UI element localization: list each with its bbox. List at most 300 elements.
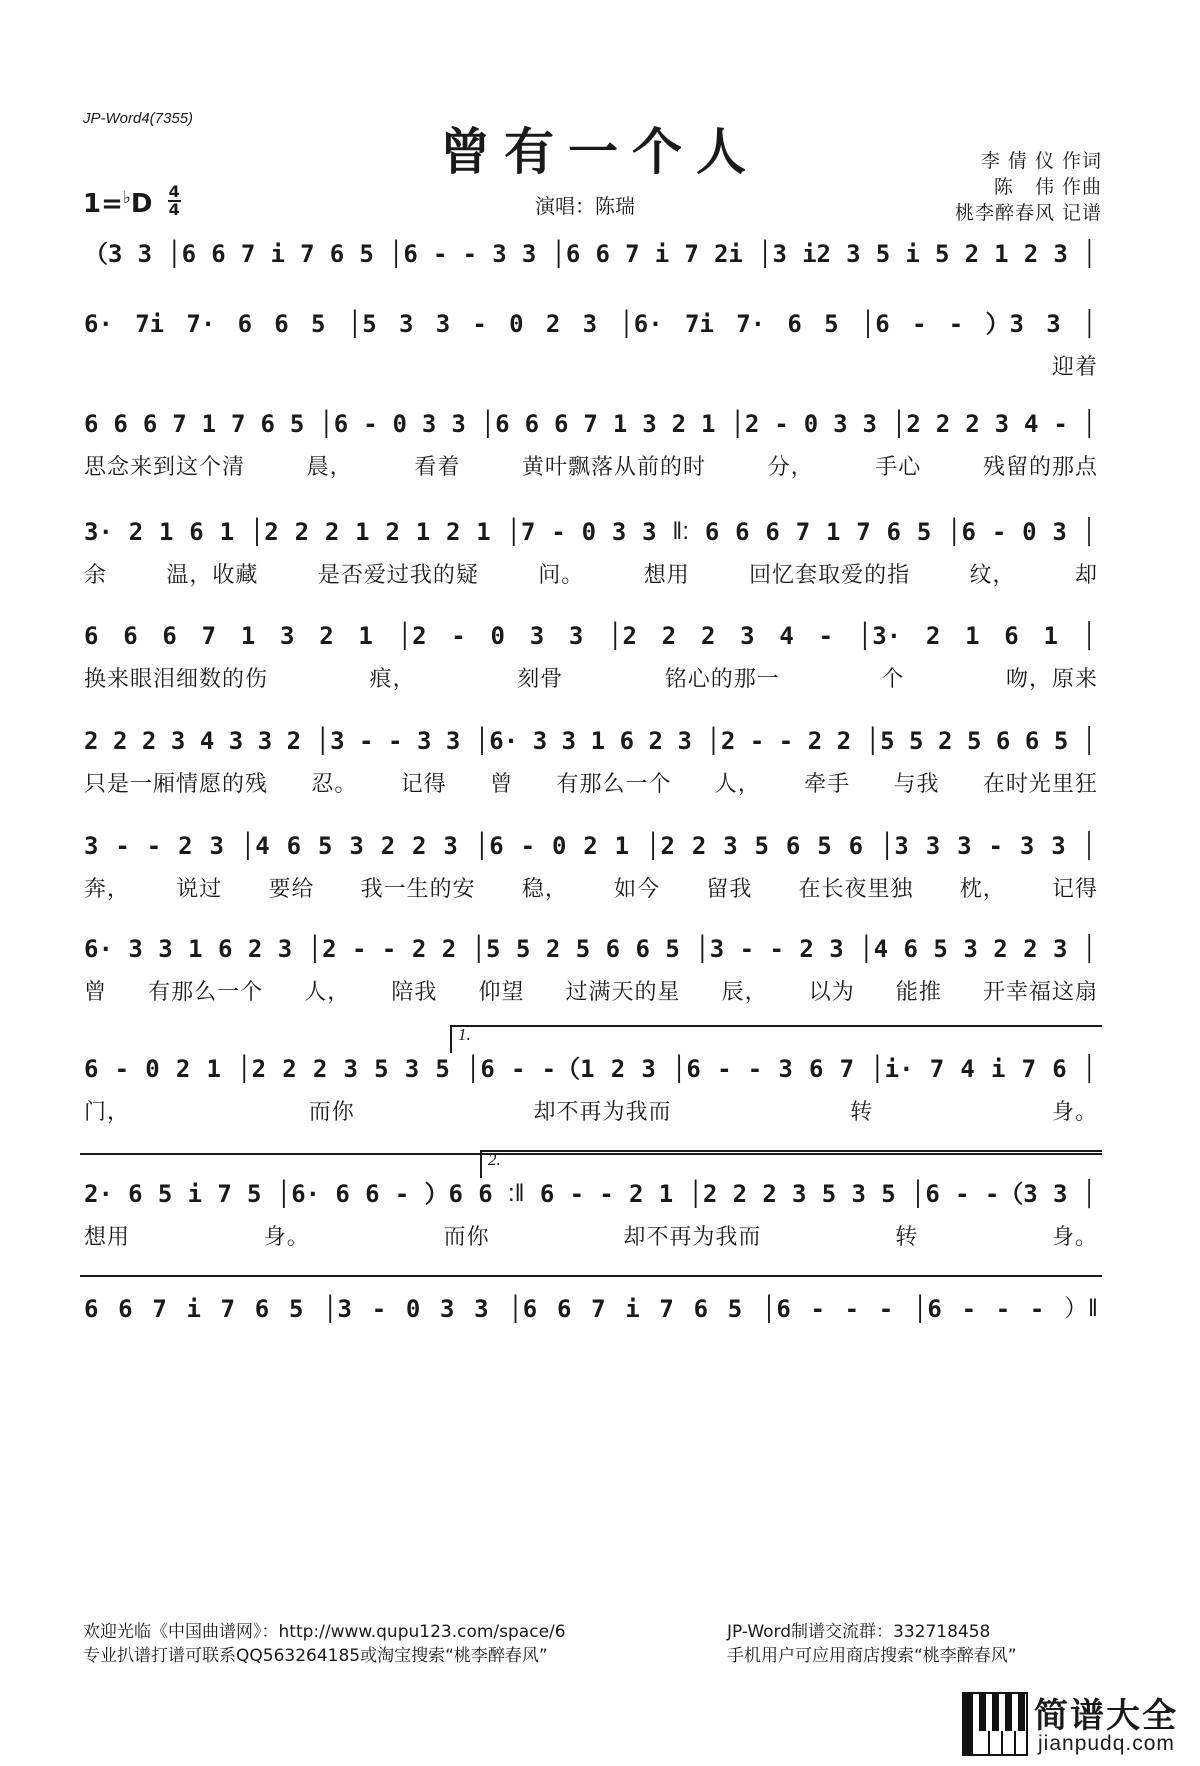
lyric-word: 黄叶飘落从前的时 bbox=[521, 455, 706, 480]
note: 6 bbox=[286, 832, 302, 860]
site-logo bbox=[962, 1688, 1182, 1760]
note: - bbox=[1053, 410, 1068, 438]
score-row bbox=[80, 1150, 1102, 1260]
notes-line bbox=[84, 727, 1098, 755]
lyric-word: 却 bbox=[1074, 563, 1098, 588]
note: 2 bbox=[319, 622, 334, 650]
lyric-word: 想用 bbox=[84, 1225, 131, 1250]
note: 6 bbox=[704, 518, 720, 546]
note: - bbox=[472, 310, 487, 338]
note: 1 bbox=[965, 622, 980, 650]
composer-credit: 陈 伟 作曲 bbox=[993, 176, 1102, 198]
logo-main-text: 简谱大全 bbox=[1034, 1696, 1178, 1736]
lyric-word: 手心 bbox=[875, 455, 922, 480]
note: 2 bbox=[762, 1180, 777, 1208]
note: 2 bbox=[965, 410, 980, 438]
note: 7i bbox=[685, 310, 714, 338]
note: 7 bbox=[172, 410, 187, 438]
lyric-word: 在时光里狂 bbox=[982, 772, 1098, 797]
note: - bbox=[352, 935, 367, 963]
note: 3 bbox=[443, 832, 458, 860]
lyric-word: 有那么一个 bbox=[148, 980, 264, 1005]
note: 2i bbox=[713, 240, 743, 268]
note: 3 bbox=[521, 240, 537, 268]
note: 6 bbox=[84, 622, 99, 650]
note: 6 bbox=[524, 410, 540, 438]
note: 1 bbox=[658, 1180, 674, 1208]
note: - bbox=[774, 410, 789, 438]
note: - bbox=[520, 832, 536, 860]
note: 2 bbox=[1023, 935, 1038, 963]
note: 6 bbox=[619, 727, 635, 755]
lyric-line bbox=[84, 350, 1098, 381]
lyric-word: 转 bbox=[850, 1100, 874, 1125]
note: 5 bbox=[157, 1180, 173, 1208]
note: i bbox=[625, 1295, 640, 1323]
note: 7 bbox=[839, 1055, 855, 1083]
lyric-word: 要给 bbox=[268, 877, 315, 902]
barline: │ bbox=[1082, 1055, 1098, 1082]
note: 6 bbox=[995, 727, 1011, 755]
note: 3 bbox=[862, 410, 877, 438]
note: 6 bbox=[635, 935, 650, 963]
note: 6 bbox=[218, 935, 233, 963]
note: 2 bbox=[247, 935, 263, 963]
time-signature bbox=[168, 184, 181, 217]
note: 2 bbox=[610, 1055, 626, 1083]
note: i bbox=[186, 1295, 201, 1323]
note: 6 bbox=[254, 1295, 270, 1323]
note: 4 bbox=[960, 1055, 975, 1083]
lyric-line bbox=[84, 872, 1098, 903]
score-row bbox=[80, 1025, 1102, 1135]
lyric-word: 残留的那点 bbox=[982, 455, 1098, 480]
note: -（1 bbox=[541, 1055, 595, 1083]
note: 0 bbox=[509, 310, 524, 338]
note: │6· bbox=[276, 1180, 321, 1208]
note: 7 bbox=[856, 518, 871, 546]
notes-line bbox=[84, 310, 1098, 338]
note: │i· bbox=[870, 1055, 914, 1083]
note: 3 bbox=[277, 935, 293, 963]
note: 2 bbox=[446, 518, 461, 546]
note: 6 bbox=[735, 518, 750, 546]
lyric-word: 牵手 bbox=[804, 772, 851, 797]
note: │4 bbox=[240, 832, 270, 860]
lyric-word: 记得 bbox=[1051, 877, 1098, 902]
lyric-word: 却不再为我而 bbox=[533, 1100, 672, 1125]
note: 2 bbox=[938, 727, 953, 755]
note: - bbox=[511, 1055, 526, 1083]
note: - bbox=[747, 1055, 763, 1083]
note: 6 bbox=[329, 240, 345, 268]
note: 5 bbox=[909, 727, 924, 755]
note: 4 bbox=[779, 622, 794, 650]
note: - bbox=[948, 310, 964, 338]
note: 7 bbox=[929, 1055, 945, 1083]
note: 3 bbox=[158, 935, 173, 963]
note: 2 bbox=[545, 310, 561, 338]
note: 2 bbox=[964, 240, 980, 268]
note: │6 bbox=[480, 410, 510, 438]
note: 1 bbox=[240, 622, 256, 650]
footer-right-line2: 手机用户可应用商店搜索“桃李醉春风” bbox=[727, 1646, 1017, 1666]
note: 6 bbox=[84, 1055, 99, 1083]
note: 2 bbox=[294, 518, 310, 546]
lyric-word: 只是一厢情愿的残 bbox=[84, 772, 269, 797]
note: 6 bbox=[903, 935, 918, 963]
note: 6 bbox=[785, 832, 801, 860]
footer-left-line2: 专业扒谱打谱可联系QQ563264185或淘宝搜索“桃李醉春风” bbox=[83, 1646, 548, 1666]
note: 7 bbox=[152, 1295, 167, 1323]
note: 3 bbox=[529, 622, 545, 650]
lyric-word: 如今 bbox=[614, 877, 661, 902]
lyric-word: 身。 bbox=[1051, 1100, 1098, 1125]
barline: │ bbox=[1082, 935, 1098, 962]
note: 3 bbox=[1019, 832, 1035, 860]
note: 1 bbox=[614, 832, 630, 860]
note: - bbox=[1029, 1295, 1045, 1323]
note: 7 bbox=[1021, 1055, 1037, 1083]
barline: │ bbox=[1083, 240, 1098, 267]
note: - bbox=[749, 727, 765, 755]
lyric-word: 回忆套取爱的指 bbox=[749, 563, 911, 588]
note: 3 bbox=[84, 832, 99, 860]
footer-left bbox=[83, 1620, 566, 1668]
note: i bbox=[187, 1180, 203, 1208]
note: 5 bbox=[881, 1180, 896, 1208]
note: 3 bbox=[1053, 240, 1068, 268]
note: 7· bbox=[736, 310, 766, 338]
staff-rule bbox=[80, 1153, 1102, 1155]
page-title: 曾有一个人 bbox=[440, 122, 760, 181]
note: │6· bbox=[619, 310, 663, 338]
lyric-word: 痕， bbox=[369, 667, 416, 692]
lyric-word: 分， bbox=[767, 455, 814, 480]
note: 6 bbox=[211, 240, 226, 268]
note: 2 bbox=[545, 935, 561, 963]
note: 6 bbox=[118, 1295, 133, 1323]
lyric-word: 门， bbox=[84, 1100, 131, 1125]
note: 6 bbox=[605, 935, 621, 963]
note: 3 bbox=[611, 518, 627, 546]
note: 2 bbox=[691, 832, 707, 860]
note: 3· bbox=[84, 518, 113, 546]
lyric-word: 稳， bbox=[521, 877, 568, 902]
note: 0 bbox=[551, 832, 567, 860]
note: 2 bbox=[648, 727, 663, 755]
note: 3 bbox=[1052, 935, 1068, 963]
note: │2 bbox=[891, 410, 921, 438]
note: 3 bbox=[209, 832, 224, 860]
lyric-word: 曾 bbox=[84, 980, 108, 1005]
lyric-word: 与我 bbox=[893, 772, 940, 797]
note: │6· bbox=[474, 727, 519, 755]
note: 2 bbox=[84, 727, 99, 755]
note: 5 bbox=[934, 240, 950, 268]
note: 6 bbox=[123, 622, 138, 650]
note: 3 bbox=[398, 310, 414, 338]
note: - bbox=[769, 935, 784, 963]
note: 3 bbox=[642, 518, 657, 546]
note: │4 bbox=[859, 935, 889, 963]
note: 3 bbox=[1052, 518, 1067, 546]
lyric-word: 看着 bbox=[414, 455, 461, 480]
note: 6 bbox=[128, 1180, 143, 1208]
note: - bbox=[146, 832, 162, 860]
footer-right-line1: JP-Word制谱交流群：332718458 bbox=[727, 1622, 991, 1642]
note: - bbox=[433, 240, 448, 268]
software-tag: JP-Word4(7355) bbox=[83, 110, 194, 127]
lyric-word: 是否爱过我的疑 bbox=[317, 563, 479, 588]
note: 7 bbox=[684, 240, 699, 268]
note: 3 bbox=[851, 1180, 866, 1208]
note: - bbox=[363, 410, 378, 438]
note: 3 bbox=[532, 727, 548, 755]
note: 3 bbox=[740, 622, 755, 650]
note: - bbox=[551, 518, 566, 546]
note: 2· bbox=[84, 1180, 113, 1208]
note: 5 bbox=[317, 832, 333, 860]
note: 3 bbox=[228, 727, 244, 755]
notes-line bbox=[84, 1180, 1098, 1208]
note: │2 bbox=[706, 727, 736, 755]
note: │6 bbox=[465, 1055, 495, 1083]
note: 6 bbox=[539, 1180, 555, 1208]
note: 3 bbox=[137, 240, 153, 268]
note: 3 bbox=[641, 1055, 656, 1083]
note: 2 bbox=[807, 727, 823, 755]
note: 6 bbox=[84, 410, 99, 438]
lyric-word: 开幸福这扇 bbox=[982, 980, 1098, 1005]
note: 6 bbox=[478, 1180, 493, 1208]
note: - bbox=[739, 935, 755, 963]
barline: │ bbox=[1082, 1180, 1098, 1207]
volta-bracket bbox=[450, 1025, 1102, 1053]
lyric-word: 过满天的星 bbox=[565, 980, 681, 1005]
note: 6 bbox=[693, 1295, 709, 1323]
lyric-word: 而你 bbox=[308, 1100, 355, 1125]
barline: ‖: bbox=[672, 518, 690, 545]
meter-bottom: 4 bbox=[168, 200, 180, 219]
note: 2 bbox=[175, 1055, 191, 1083]
note: 6 bbox=[554, 410, 569, 438]
note: 3 bbox=[421, 410, 437, 438]
note: │2 bbox=[237, 1055, 267, 1083]
note: 5 bbox=[288, 1295, 304, 1323]
note: 6 bbox=[162, 622, 177, 650]
note: 2 bbox=[128, 518, 144, 546]
volta-label: 1. bbox=[458, 1025, 471, 1044]
note: 2 bbox=[411, 935, 427, 963]
note: 7 bbox=[659, 1295, 674, 1323]
note: - bbox=[381, 935, 397, 963]
note: 6 bbox=[1052, 1055, 1067, 1083]
note: 1 bbox=[612, 410, 628, 438]
note: 2 bbox=[1023, 240, 1039, 268]
meter-top: 4 bbox=[168, 182, 180, 201]
note: 6· bbox=[84, 935, 113, 963]
note: 6 bbox=[765, 518, 780, 546]
note: - bbox=[599, 1180, 614, 1208]
barline: │ bbox=[1082, 310, 1098, 337]
note: 2 bbox=[629, 1180, 644, 1208]
score-row bbox=[80, 622, 1102, 702]
note: 2 bbox=[732, 1180, 748, 1208]
note: 6 bbox=[365, 1180, 380, 1208]
lyric-word: 身。 bbox=[1051, 1225, 1098, 1250]
note: 3 bbox=[404, 1055, 420, 1083]
note: 0 bbox=[145, 1055, 160, 1083]
credits bbox=[955, 148, 1102, 226]
note: 6 bbox=[1024, 727, 1040, 755]
lyric-word: 想用 bbox=[643, 563, 690, 588]
note: - bbox=[995, 1295, 1011, 1323]
note: 3 bbox=[128, 935, 143, 963]
note: 0 bbox=[490, 622, 505, 650]
note: 6 bbox=[848, 832, 864, 860]
logo-sub-text: jianpudq.com bbox=[1038, 1732, 1175, 1755]
lyric-word: 纹， bbox=[969, 563, 1016, 588]
note: 2 bbox=[441, 935, 457, 963]
note: 2 bbox=[112, 727, 128, 755]
footer-left-line1: 欢迎光临《中国曲谱网》：http://www.qupu123.com/space/6 bbox=[83, 1622, 566, 1642]
note: 3 bbox=[1051, 832, 1066, 860]
note: 0 bbox=[581, 518, 597, 546]
note: i bbox=[990, 1055, 1006, 1083]
note: 0 bbox=[392, 410, 407, 438]
transcriber-credit: 桃李醉春风 记谱 bbox=[954, 202, 1102, 224]
score-row bbox=[80, 310, 1102, 390]
note: 2 bbox=[312, 1055, 328, 1083]
note: 5 bbox=[435, 1055, 450, 1083]
note: - bbox=[387, 727, 403, 755]
note: 1 bbox=[355, 518, 370, 546]
note: 7i bbox=[135, 310, 165, 338]
lyric-line bbox=[84, 1220, 1098, 1251]
note: 0 bbox=[803, 410, 819, 438]
score-row bbox=[80, 410, 1102, 490]
volta-label: 2. bbox=[488, 1150, 501, 1169]
barline: │ bbox=[1082, 727, 1098, 754]
note: │5 bbox=[471, 935, 501, 963]
lyric-word: 温，收藏 bbox=[166, 563, 259, 588]
note: │2 bbox=[646, 832, 675, 860]
note: 3 bbox=[846, 240, 861, 268]
lyric-line bbox=[84, 767, 1098, 798]
note: 3 bbox=[642, 410, 657, 438]
note: 7 bbox=[217, 1180, 232, 1208]
score-row bbox=[80, 935, 1102, 1015]
note: │6 bbox=[671, 1055, 701, 1083]
note: 1 bbox=[701, 410, 716, 438]
note: - bbox=[717, 1055, 732, 1083]
barline: │ bbox=[1082, 518, 1098, 545]
note: 6 bbox=[886, 518, 901, 546]
lyric-word: 迎着 bbox=[1051, 355, 1098, 380]
note: 2 bbox=[385, 518, 400, 546]
note: 7 bbox=[231, 410, 246, 438]
score-row bbox=[80, 1295, 1102, 1375]
note: │6 bbox=[912, 1295, 942, 1323]
lyric-word: 有那么一个 bbox=[556, 772, 672, 797]
note: 1 bbox=[590, 727, 606, 755]
note: 2 bbox=[324, 518, 340, 546]
note: 1 bbox=[358, 622, 373, 650]
note: 2 bbox=[661, 622, 677, 650]
note: 2 bbox=[993, 935, 1008, 963]
note: - bbox=[371, 1295, 387, 1323]
note: │6 bbox=[761, 1295, 791, 1323]
note: - bbox=[878, 1295, 894, 1323]
lyric-word: 说过 bbox=[176, 877, 223, 902]
lyric-word: 奔， bbox=[84, 877, 131, 902]
lyric-word: 能推 bbox=[895, 980, 942, 1005]
note: │6 bbox=[551, 240, 581, 268]
lyric-word: 留我 bbox=[706, 877, 753, 902]
note: - bbox=[844, 1295, 860, 1323]
note: 3 bbox=[349, 832, 364, 860]
note: i2 bbox=[802, 240, 831, 268]
note: │5 bbox=[865, 727, 895, 755]
note: 7 bbox=[201, 622, 217, 650]
lyric-word: 而你 bbox=[443, 1225, 490, 1250]
note: 5 bbox=[247, 1180, 262, 1208]
note: 3 bbox=[925, 832, 941, 860]
note: 6· bbox=[84, 310, 113, 338]
note: 2 bbox=[583, 832, 598, 860]
notes-line bbox=[84, 622, 1098, 650]
key-prefix: 1= bbox=[83, 189, 123, 219]
note: 2 bbox=[935, 410, 951, 438]
note: 1 bbox=[994, 240, 1009, 268]
lyric-word: 仰望 bbox=[478, 980, 525, 1005]
score-row bbox=[80, 518, 1102, 598]
lyric-word: 我一生的安 bbox=[360, 877, 476, 902]
lyric-word: 以为 bbox=[808, 980, 855, 1005]
note: - bbox=[955, 1180, 970, 1208]
note: │6 bbox=[910, 1180, 940, 1208]
lyric-word: 个 bbox=[881, 667, 905, 692]
note: 5 bbox=[933, 935, 948, 963]
note: 3 bbox=[677, 727, 692, 755]
note: 6 bbox=[260, 410, 275, 438]
note: 3 bbox=[1052, 1180, 1068, 1208]
note: 3 bbox=[561, 727, 577, 755]
note: 2 bbox=[925, 622, 941, 650]
note: │3 bbox=[758, 240, 787, 268]
note: 4 bbox=[1024, 410, 1039, 438]
note: 2 bbox=[282, 1055, 297, 1083]
note: 7 bbox=[591, 1295, 606, 1323]
note: 5 bbox=[374, 1055, 389, 1083]
note: 6 bbox=[189, 518, 204, 546]
note: i bbox=[654, 240, 670, 268]
note: │6 bbox=[474, 832, 504, 860]
note: 6 bbox=[335, 1180, 350, 1208]
note: 3 bbox=[416, 727, 432, 755]
note: 3 bbox=[492, 240, 507, 268]
footer-right bbox=[727, 1620, 1017, 1668]
note: 2 bbox=[836, 727, 852, 755]
note: 3 bbox=[568, 622, 584, 650]
key-name: D bbox=[130, 189, 153, 219]
note: 7 bbox=[795, 518, 811, 546]
note: 6 bbox=[556, 1295, 572, 1323]
note: 3 bbox=[957, 832, 972, 860]
barline: │ bbox=[1082, 410, 1098, 437]
note: 5 bbox=[824, 310, 839, 338]
